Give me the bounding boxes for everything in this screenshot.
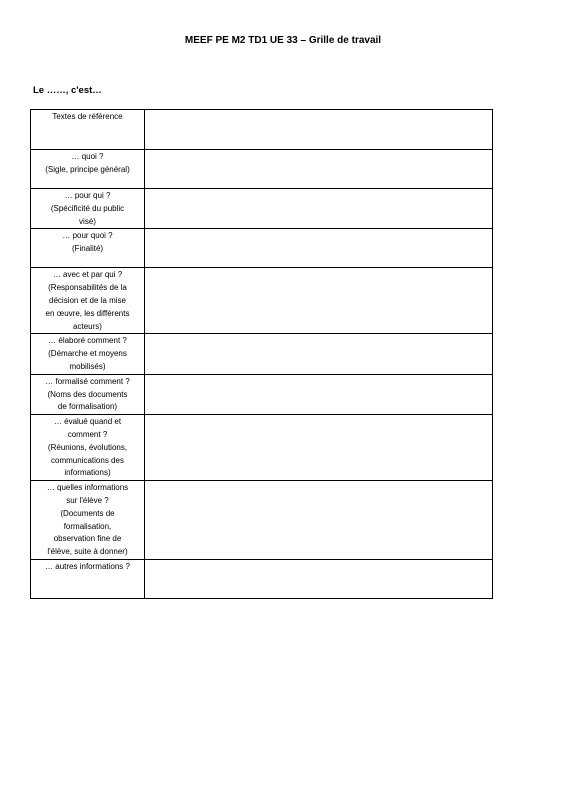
work-grid-table xyxy=(30,109,493,599)
row-label-line: informations) xyxy=(64,468,111,478)
row-label-line: (Finalité) xyxy=(71,244,104,254)
row-answer-cell[interactable] xyxy=(145,150,493,189)
row-answer-cell[interactable] xyxy=(145,481,493,560)
row-label-line: de formalisation) xyxy=(57,402,118,412)
table-row xyxy=(31,189,493,229)
row-label-line: … formalisé comment ? xyxy=(45,376,130,386)
row-label-line: … pour qui ? xyxy=(64,191,111,200)
row-answer-cell[interactable] xyxy=(145,189,493,229)
document-subtitle: Le ……, c'est… xyxy=(33,85,102,96)
row-label-line: … autres informations ? xyxy=(45,561,130,571)
row-label-line: formalisation, xyxy=(63,521,112,531)
row-label-line: l'élève, suite à donner) xyxy=(47,547,128,557)
row-label-line: sur l'élève ? xyxy=(66,495,109,505)
row-label-line: Textes de référence xyxy=(52,112,123,121)
table-row xyxy=(31,229,493,268)
row-label-cell xyxy=(31,374,145,414)
table-row xyxy=(31,559,493,598)
row-answer-cell[interactable] xyxy=(145,334,493,374)
row-label-line: (Noms des documents xyxy=(47,389,128,399)
row-label-line: … évalué quand et xyxy=(53,417,122,427)
row-label-line: … quoi ? xyxy=(71,152,104,161)
row-label-line: (Responsabilités de la xyxy=(48,283,127,293)
row-label-line: observation fine de xyxy=(53,534,122,544)
row-label-cell xyxy=(31,150,145,189)
row-label-line: … avec et par qui ? xyxy=(52,270,123,280)
row-label-cell xyxy=(31,334,145,374)
row-label-cell xyxy=(31,268,145,334)
row-label-cell xyxy=(31,110,145,150)
table-row xyxy=(31,110,493,150)
row-label-cell xyxy=(31,415,145,481)
row-label-cell xyxy=(31,229,145,268)
row-label-cell xyxy=(31,559,145,598)
row-answer-cell[interactable] xyxy=(145,229,493,268)
table-row xyxy=(31,481,493,560)
work-grid-body xyxy=(31,110,493,599)
row-label-line: décision et de la mise xyxy=(49,295,126,305)
row-label-line: visé) xyxy=(79,216,96,226)
row-label-line: (Sigle, principe général) xyxy=(45,164,130,174)
row-label-line: communications des xyxy=(51,455,124,465)
row-answer-cell[interactable] xyxy=(145,110,493,150)
table-row xyxy=(31,268,493,334)
table-row xyxy=(31,374,493,414)
row-label-line: comment ? xyxy=(67,429,108,439)
row-label-line: … pour quoi ? xyxy=(62,231,113,241)
table-row xyxy=(31,150,493,189)
row-label-line: acteurs) xyxy=(73,321,102,331)
row-label-line: (Spécificité du public xyxy=(50,203,125,213)
table-row xyxy=(31,334,493,374)
row-label-line: mobilisés) xyxy=(69,361,106,371)
row-answer-cell[interactable] xyxy=(145,268,493,334)
row-answer-cell[interactable] xyxy=(145,374,493,414)
row-label-cell xyxy=(31,481,145,560)
table-row xyxy=(31,415,493,481)
row-label-line: (Réunions, évolutions, xyxy=(47,442,128,452)
document-title: MEEF PE M2 TD1 UE 33 – Grille de travail xyxy=(184,35,382,46)
row-label-line: … élaboré comment ? xyxy=(48,336,127,346)
row-label-line: (Démarche et moyens xyxy=(48,349,127,359)
row-label-line: en œuvre, les différents xyxy=(45,308,130,318)
row-label-cell xyxy=(31,189,145,229)
row-label-line: (Documents de xyxy=(60,508,115,518)
row-label-line: … quelles informations xyxy=(46,483,129,493)
row-answer-cell[interactable] xyxy=(145,415,493,481)
row-answer-cell[interactable] xyxy=(145,559,493,598)
